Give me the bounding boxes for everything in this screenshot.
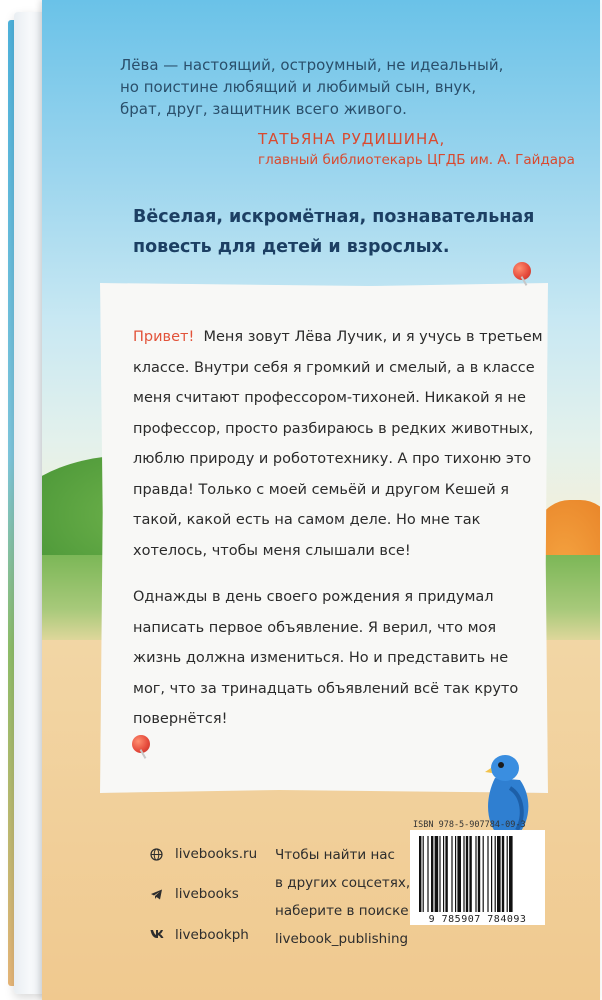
quote-author: ТАТЬЯНА РУДИШИНА, (258, 130, 446, 148)
quote-author-role: главный библиотекарь ЦГДБ им. А. Гайдара (258, 152, 575, 168)
vk-icon (150, 929, 163, 942)
pushpin-icon (513, 262, 531, 280)
telegram-icon (150, 888, 163, 901)
note-text (133, 322, 543, 735)
social-hint-line: Чтобы найти нас (275, 847, 395, 863)
pushpin-icon (132, 735, 150, 753)
social-hint-line: наберите в поиске (275, 903, 409, 919)
social-hint (275, 841, 410, 953)
greeting: Привет! (133, 329, 195, 345)
telegram-link[interactable] (150, 886, 239, 902)
social-hint-line: livebook_publishing (275, 931, 409, 947)
site-link[interactable] (150, 846, 257, 862)
globe-icon (150, 848, 163, 861)
tagline-line: Вёселая, искромётная, познавательная (133, 207, 535, 227)
vk-link-text: livebookph (175, 927, 249, 943)
note-paragraph-1: Меня зовут Лёва Лучик, и я учусь в третьем классе. Внутри себя я громкий и смелый, а в классе меня считают профессором-тихоней. Никакой я не профессор, просто разбираюсь в редких животных, люблю природу и робототехнику. А про тихоню это правда! Только с моей семьёй и другом Кешей я такой, какой есть на самом деле. Но мне так хотелось, чтобы меня слышали все! (133, 329, 543, 559)
barcode-bars (419, 836, 536, 912)
quote-line: но поистине любящий и любимый сын, внук, (120, 78, 477, 96)
review-quote (120, 54, 560, 120)
site-link-text: livebooks.ru (175, 846, 258, 862)
vk-link[interactable] (150, 927, 249, 943)
barcode-number: 9 785907 784093 (428, 914, 527, 925)
note-paragraph (133, 322, 543, 566)
tagline-line: повесть для детей и взрослых. (133, 237, 450, 257)
telegram-link-text: livebooks (175, 886, 239, 902)
barcode (410, 830, 545, 925)
note-paragraph-2: Однажды в день своего рождения я придумал написать первое объявление. Я верил, что моя жизнь должна измениться. Но и представить не мог, что за тринадцать объявлений всё так круто повернётся! (133, 589, 519, 727)
quote-line: Лёва — настоящий, остроумный, не идеальный, (120, 56, 504, 74)
social-hint-line: в других соцсетях, (275, 875, 411, 891)
quote-line: брат, друг, защитник всего живого. (120, 100, 407, 118)
book-tagline (133, 202, 553, 262)
isbn-label: ISBN 978-5-907784-09-3 (413, 820, 526, 830)
